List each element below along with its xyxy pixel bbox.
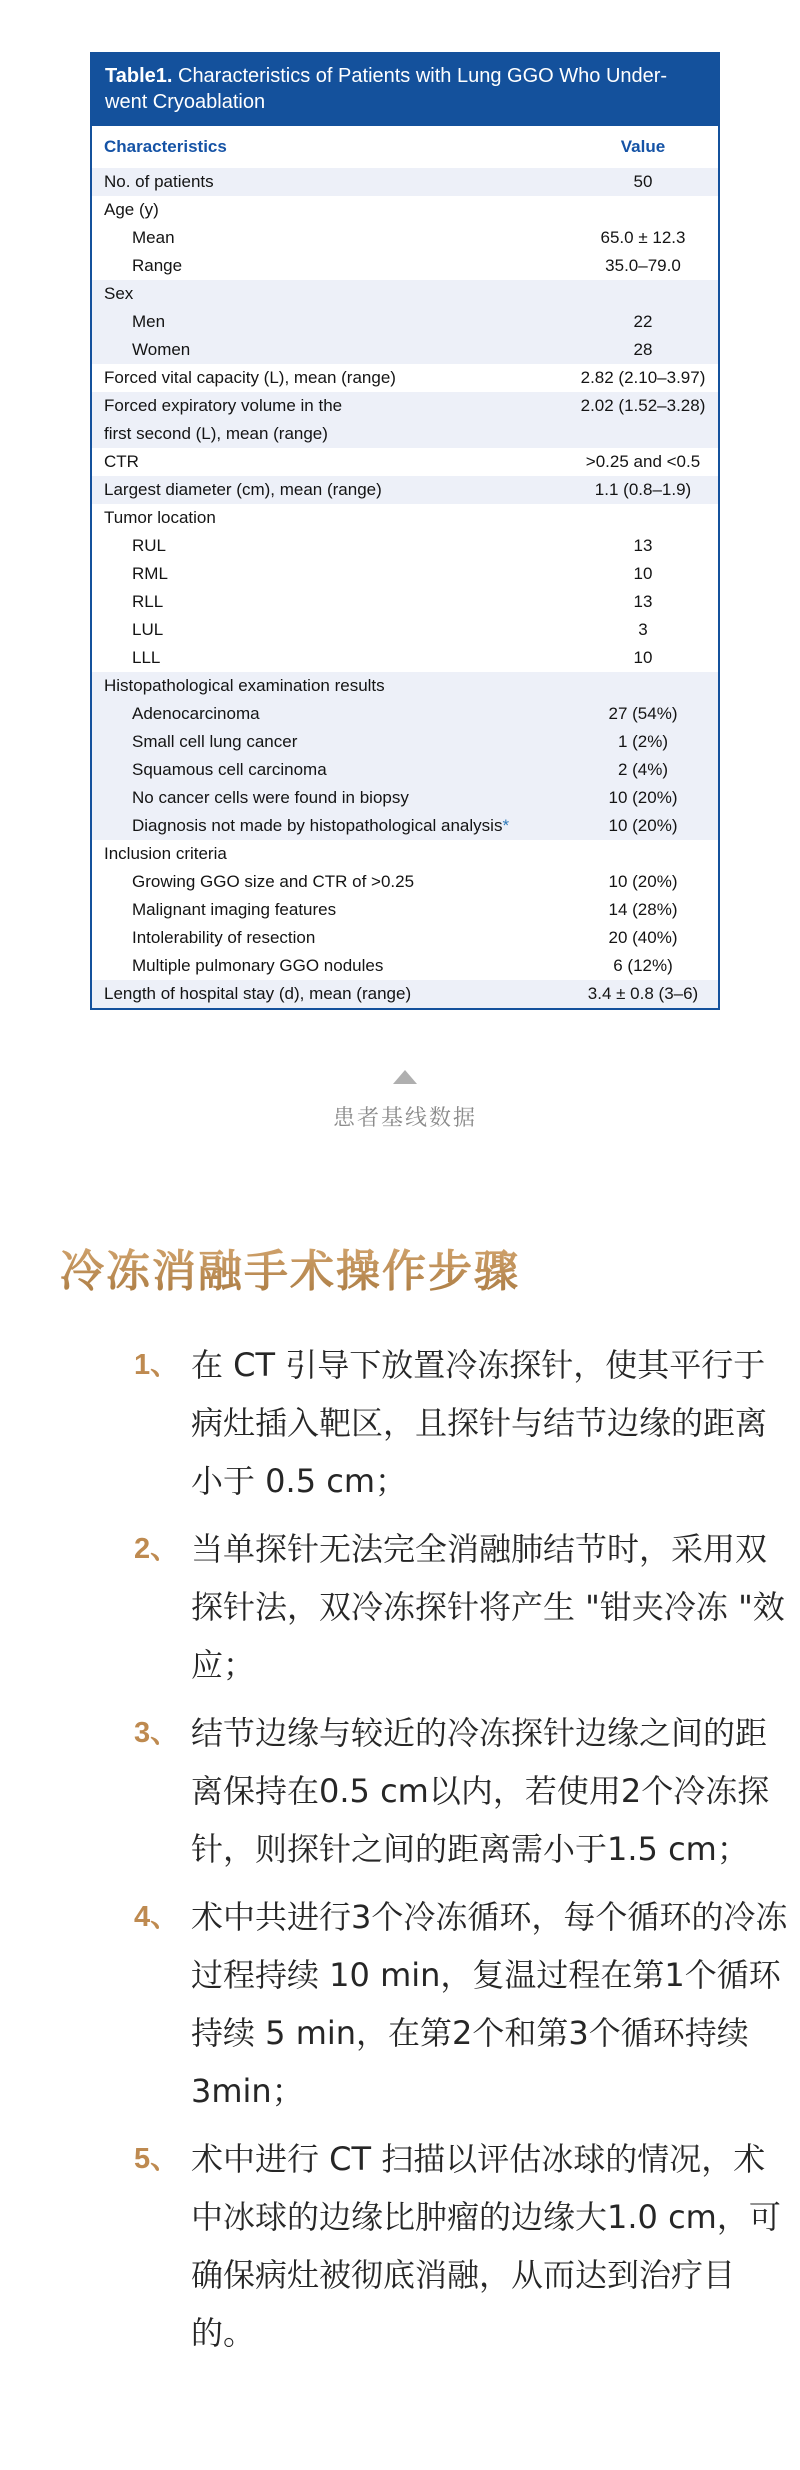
- step-number: 1、: [134, 1349, 180, 1381]
- column-header-characteristics: Characteristics: [104, 137, 227, 156]
- row-value: 22: [633, 312, 653, 331]
- row-value: 50: [633, 172, 653, 191]
- row-value: 27 (54%): [608, 704, 678, 723]
- table-row: [92, 616, 718, 644]
- row-label: Range: [132, 256, 183, 275]
- step-text: 结节边缘与较近的冷冻探针边缘之间的距离保持在0.5 cm以内，若使用2个冷冻探针，则探针之间的距离需小于1.5 cm；: [191, 1714, 770, 1868]
- table-row: [92, 868, 718, 896]
- row-label: Growing GGO size and CTR of >0.25: [132, 872, 415, 891]
- table-row: [92, 280, 718, 308]
- row-label-line2: first second (L), mean (range): [104, 424, 328, 443]
- row-value: [568, 196, 718, 224]
- table-row: [92, 560, 718, 588]
- row-value: [568, 672, 718, 700]
- table-row: [92, 840, 718, 868]
- row-label: Women: [132, 340, 191, 359]
- row-label: RLL: [132, 592, 164, 611]
- row-value: 2.02 (1.52–3.28): [580, 396, 706, 415]
- list-item: [40, 1888, 800, 2120]
- table-row: [92, 812, 718, 840]
- row-label: RML: [132, 564, 168, 583]
- row-value: [568, 280, 718, 308]
- row-label: Diagnosis not made by histopathological analysis*: [132, 816, 510, 835]
- row-value: 10: [633, 564, 653, 583]
- row-value: 2 (4%): [617, 760, 669, 779]
- list-item: [40, 1336, 800, 1510]
- table-row: [92, 784, 718, 812]
- table-row: [92, 252, 718, 280]
- step-number: 3、: [134, 1717, 180, 1749]
- row-label: Malignant imaging features: [132, 900, 337, 919]
- row-label: Age (y): [104, 200, 159, 219]
- table-row: [92, 392, 718, 448]
- row-label: Length of hospital stay (d), mean (range): [104, 984, 412, 1003]
- row-value: 20 (40%): [608, 928, 678, 947]
- row-value: 14 (28%): [608, 900, 678, 919]
- table-number-label: Table1.: [105, 65, 173, 87]
- table-row: [92, 532, 718, 560]
- table-row: [92, 644, 718, 672]
- row-label: Inclusion criteria: [104, 844, 227, 863]
- patient-characteristics-table: [90, 52, 720, 1010]
- row-label: LLL: [132, 648, 161, 667]
- table-title-line1: Table1. Characteristics of Patients with Lung GGO Who Under-: [105, 65, 668, 87]
- list-item: [40, 1520, 800, 1694]
- row-label: Forced vital capacity (L), mean (range): [104, 368, 396, 387]
- row-value: >0.25 and <0.5: [585, 452, 701, 471]
- row-value: 65.0 ± 12.3: [600, 228, 686, 247]
- row-value: [568, 504, 718, 532]
- row-label: Small cell lung cancer: [132, 732, 298, 751]
- step-text: 术中进行 CT 扫描以评估冰球的情况，术中冰球的边缘比肿瘤的边缘大1.0 cm，可确保病灶被彻底消融，从而达到治疗目的。: [191, 2140, 781, 2352]
- table-row: [92, 588, 718, 616]
- table-rows: [92, 168, 718, 1008]
- row-value: 13: [633, 592, 653, 611]
- row-label: CTR: [104, 452, 139, 471]
- row-label: Histopathological examination results: [104, 676, 385, 695]
- row-value: 3.4 ± 0.8 (3–6): [587, 984, 699, 1003]
- table-row: [92, 756, 718, 784]
- row-label: Forced expiratory volume in the first second (L), mean (range): [92, 392, 568, 448]
- row-label: LUL: [132, 620, 164, 639]
- row-value: 10 (20%): [608, 872, 678, 891]
- row-label: Intolerability of resection: [132, 928, 316, 947]
- row-value: 2.82 (2.10–3.97): [580, 368, 706, 387]
- row-value: [568, 840, 718, 868]
- table-row: [92, 448, 718, 476]
- row-value: 6 (12%): [613, 956, 673, 975]
- table-row: [92, 672, 718, 700]
- row-value: 28: [633, 340, 653, 359]
- step-number: 2、: [134, 1533, 180, 1565]
- up-triangle-icon: [393, 1070, 417, 1084]
- table-row: [92, 728, 718, 756]
- row-label: Men: [132, 312, 166, 331]
- table-row: [92, 924, 718, 952]
- row-value: 35.0–79.0: [605, 256, 681, 275]
- step-text: 在 CT 引导下放置冷冻探针，使其平行于病灶插入靶区，且探针与结节边缘的距离小于 0.5 cm；: [191, 1346, 768, 1500]
- row-label: Mean: [132, 228, 175, 247]
- table-row: [92, 308, 718, 336]
- row-value: 1 (2%): [617, 732, 669, 751]
- table-row: [92, 336, 718, 364]
- row-label: Largest diameter (cm), mean (range): [104, 480, 382, 499]
- table-row: [92, 700, 718, 728]
- table-row: [92, 168, 718, 196]
- row-label: Multiple pulmonary GGO nodules: [132, 956, 384, 975]
- procedure-steps-list: [0, 1336, 800, 2372]
- table-row: [92, 476, 718, 504]
- table-row: [92, 364, 718, 392]
- row-label: No. of patients: [104, 172, 214, 191]
- table-caption-block: [90, 1070, 720, 1132]
- section-heading: 冷冻消融手术操作步骤: [60, 1244, 520, 1300]
- table-row: [92, 952, 718, 980]
- table-title-line2: went Cryoablation: [105, 91, 266, 113]
- row-value: 10 (20%): [608, 788, 678, 807]
- step-number: 4、: [134, 1901, 180, 1933]
- row-value: 3: [638, 620, 648, 639]
- list-item: [40, 1704, 800, 1878]
- table-row: [92, 196, 718, 224]
- row-label: Tumor location: [104, 508, 216, 527]
- list-item: [40, 2130, 800, 2362]
- table-row: [92, 980, 718, 1008]
- row-label: Sex: [104, 284, 134, 303]
- table-column-header: [92, 126, 718, 168]
- step-text: 当单探针无法完全消融肺结节时，采用双探针法，双冷冻探针将产生 "钳夹冷冻 "效应；: [191, 1530, 785, 1684]
- row-label: Adenocarcinoma: [132, 704, 260, 723]
- step-number: 5、: [134, 2143, 180, 2175]
- step-text: 术中共进行3个冷冻循环，每个循环的冷冻过程持续 10 min，复温过程在第1个循环持续 5 min，在第2个和第3个循环持续 3min；: [191, 1898, 788, 2110]
- table-row: [92, 224, 718, 252]
- row-value: 13: [633, 536, 653, 555]
- table-row: [92, 504, 718, 532]
- row-value: 10: [633, 648, 653, 667]
- row-value: 10 (20%): [608, 816, 678, 835]
- row-label: Squamous cell carcinoma: [132, 760, 327, 779]
- row-label: RUL: [132, 536, 167, 555]
- column-header-value: Value: [620, 137, 666, 156]
- row-value: 1.1 (0.8–1.9): [594, 480, 692, 499]
- table-row: [92, 896, 718, 924]
- table-caption: 患者基线数据: [332, 1105, 477, 1130]
- table-title: [92, 54, 718, 126]
- footnote-asterisk: *: [502, 816, 510, 835]
- row-label: No cancer cells were found in biopsy: [132, 788, 409, 807]
